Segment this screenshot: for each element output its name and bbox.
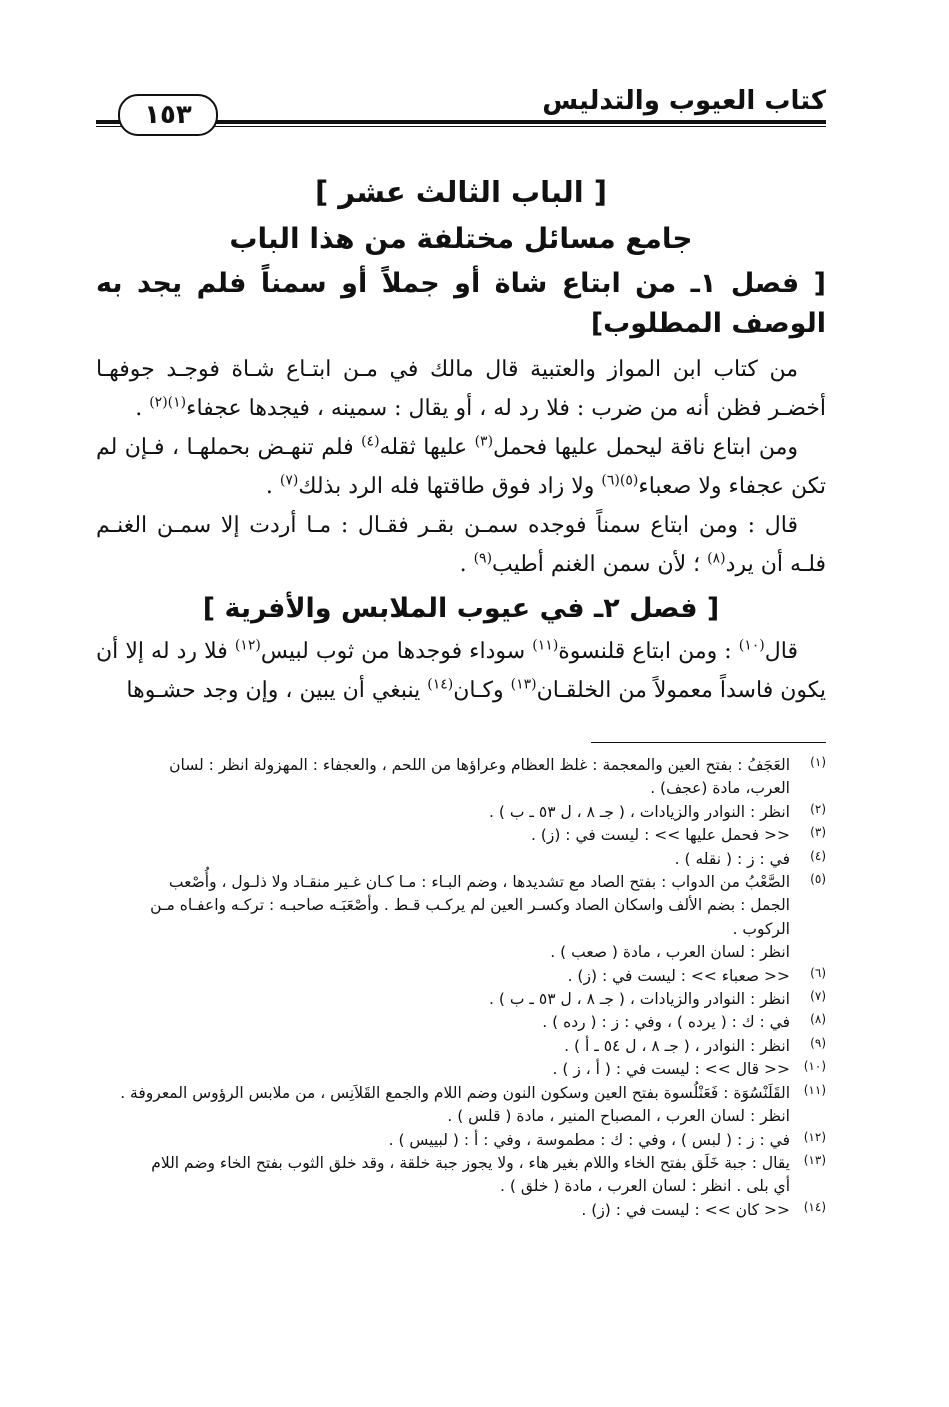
footnote-line: انظر : النوادر والزيادات ، ( جـ ٨ ، ل ٥٣ ـ ب ) . — [489, 990, 790, 1009]
footnote-line: << قال >> : ليست في : ( أ ، ز ) . — [552, 1060, 790, 1079]
section-1-heading: [ فصل ١ـ من ابتاع شاة أو جملاً أو سمناً فلم يجد به الوصف المطلوب] — [96, 268, 826, 339]
footnote-item — [96, 871, 826, 965]
footnote-item — [96, 801, 826, 824]
footnote-item — [96, 824, 826, 847]
footnote-line: الجمل : بضم الألف واسكان الصاد وكسـر العين لم يركـب قـط . وأصْعَبَـه صاحبـه : تركـه واعفـاه مـن — [150, 896, 790, 915]
footnote-line: انظر : لسان العرب ، مادة ( صعب ) . — [550, 943, 790, 962]
footnote-marker: (١٠) — [738, 637, 765, 654]
footnote-line: << فحمل عليها >> : ليست في : (ز) . — [530, 826, 790, 845]
footnote-line: الصَّعْبُ من الدواب : بفتح الصاد مع تشديدها ، وضم البـاء : مـا كـان غـير منقـاد ولا ذلـول ، وأُصْعب — [168, 873, 790, 892]
footnote-item — [96, 1129, 826, 1152]
text-run: فلا رد له إلا أن يكون فاسداً معمولاً من الخلقـان — [96, 639, 826, 703]
footnote-marker: (٥)(٦) — [601, 472, 639, 489]
chapter-title: [ الباب الثالث عشر ] — [314, 175, 608, 209]
text-run: قال — [764, 639, 798, 664]
paragraph — [96, 506, 826, 584]
text-run: . — [459, 552, 474, 577]
paragraph — [96, 632, 826, 710]
footnote-number: (٣) — [810, 825, 826, 840]
footnote-item — [96, 965, 826, 988]
footnotes — [96, 754, 826, 1222]
footnote-marker: (٩) — [473, 550, 493, 567]
section-2-heading: [ فصل ٢ـ في عيوب الملابس والأفرية ] — [202, 593, 720, 624]
chapter-subtitle: جامع مسائل مختلفة من هذا الباب — [229, 222, 693, 255]
footnote-item — [96, 848, 826, 871]
footnote-item — [96, 1199, 826, 1222]
footnote-line: القَلَنْسُوَة : فَعَنْلُسوة بفتح العين وسكون النون وضم اللام والجمع القَلاَنِس ، من ملابس الرؤوس المعروفة . — [120, 1083, 790, 1102]
text-run: ومن ابتاع ناقة ليحمل عليها فحمل — [493, 435, 798, 460]
footnote-line: << كان >> : ليست في : (ز) . — [581, 1200, 790, 1219]
text-run: . — [265, 474, 280, 499]
footnote-line: انظر : لسان العرب ، المصباح المنير ، مادة ( قلس ) . — [447, 1107, 790, 1126]
page-number: ١٥٣ — [118, 94, 218, 136]
book-title: كتاب العيوب والتدليس — [542, 86, 826, 116]
footnote-line: العرب، مادة (عجف) . — [650, 779, 790, 798]
footnote-marker: (١١) — [532, 637, 559, 654]
text-run: : ومن ابتاع قلنسوة — [558, 639, 739, 664]
footnote-marker: (١)(٢) — [149, 394, 187, 411]
footnote-marker: (٧) — [279, 472, 299, 489]
text-run: . — [135, 396, 150, 421]
footnote-line: في : ز : ( نقله ) . — [674, 849, 790, 868]
footnote-line: في : ك : ( يرده ) ، وفي : ز : ( رده ) . — [542, 1013, 790, 1032]
footnote-line: أي بلى . انظر : لسان العرب ، مادة ( خلق ) . — [500, 1177, 790, 1196]
footnote-number: (٩) — [810, 1035, 826, 1050]
footnote-item — [96, 1152, 826, 1199]
text-run: ينبغي أن يبين ، وإن وجد حشـوها — [126, 678, 428, 703]
footnote-marker: (١٤) — [427, 676, 454, 693]
footnote-separator — [591, 742, 826, 743]
footnote-number: (٤) — [810, 848, 826, 863]
footnote-marker: (١٢) — [234, 637, 261, 654]
footnote-number: (١٤) — [803, 1199, 826, 1214]
footnote-number: (١٠) — [803, 1059, 826, 1074]
footnote-item — [96, 1035, 826, 1058]
text-run: سوداء فوجدها من ثوب لبيس — [260, 639, 533, 664]
footnote-marker: (٤) — [361, 433, 380, 450]
text-run: وكـان — [453, 678, 511, 703]
footnote-item — [96, 1082, 826, 1129]
footnote-item — [96, 988, 826, 1011]
text-run: ؛ لأن سمن الغنم أطيب — [492, 552, 708, 577]
footnote-line: انظر : النوادر والزيادات ، ( جـ ٨ ، ل ٥٣ ـ ب ) . — [489, 802, 790, 821]
footnote-line: العَجَفُ : بفتح العين والمعجمة : غلظ العظام وعراؤها من اللحم ، والعجفاء : المهزولة انظر : لسان — [169, 756, 790, 774]
footnote-marker: (٨) — [707, 550, 726, 567]
footnote-line: انظر : النوادر ، ( جـ ٨ ، ل ٥٤ ـ أ ) . — [564, 1036, 790, 1055]
footnote-number: (١٣) — [803, 1152, 826, 1167]
running-header — [96, 80, 826, 140]
text-run: فلم تنهـض بحملهـا ، فـإن لم تكن عجفاء ولا صعباء — [96, 435, 826, 499]
footnote-number: (٨) — [810, 1012, 826, 1027]
footnote-line: << صعباء >> : ليست في : (ز) . — [567, 966, 790, 985]
footnote-number: (١١) — [803, 1082, 826, 1097]
paragraph — [96, 428, 826, 506]
footnote-line: الركوب . — [732, 919, 790, 938]
footnote-line: في : ز : ( لبس ) ، وفي : ك : مطموسة ، وفي : أ : ( لبييس ) . — [388, 1130, 790, 1149]
footnote-number: (٦) — [810, 965, 826, 980]
footnote-number: (١٢) — [803, 1129, 826, 1144]
footnote-number: (٢) — [810, 801, 826, 816]
footnote-number: (٧) — [810, 989, 826, 1004]
footnote-line: يقال : جبة خَلَق بفتح الخاء واللام بغير هاء ، ولا يجوز جبة خلقة ، وقد خلق الثوب بفتح الخاء وضم اللام — [151, 1153, 790, 1172]
paragraph — [96, 350, 826, 428]
footnote-marker: (٣) — [474, 433, 494, 450]
footnote-number: (٥) — [810, 872, 826, 887]
footnote-item — [96, 754, 826, 801]
footnote-marker: (١٣) — [510, 676, 537, 693]
footnote-item — [96, 1011, 826, 1034]
text-run: عليها ثقله — [379, 435, 475, 460]
text-run: ولا زاد فوق طاقتها فله الرد بذلك — [298, 474, 602, 499]
text-run: قال : ومن ابتاع سمناً فوجده سمـن بقـر فقـال : مـا أردت إلا سمـن الغنـم فلـه أن يرد — [96, 513, 826, 577]
footnote-number: (١) — [810, 755, 826, 769]
footnote-item — [96, 1058, 826, 1081]
main-text — [96, 172, 826, 710]
text-run: من كتاب ابن المواز والعتبية قال مالك في مـن ابتـاع شـاة فوجـد جوفهـا أخضـر فظن أنه من ضرب : فلا رد له ، أو يقال : سمينه ، فيجدها عجفاء — [96, 357, 826, 421]
